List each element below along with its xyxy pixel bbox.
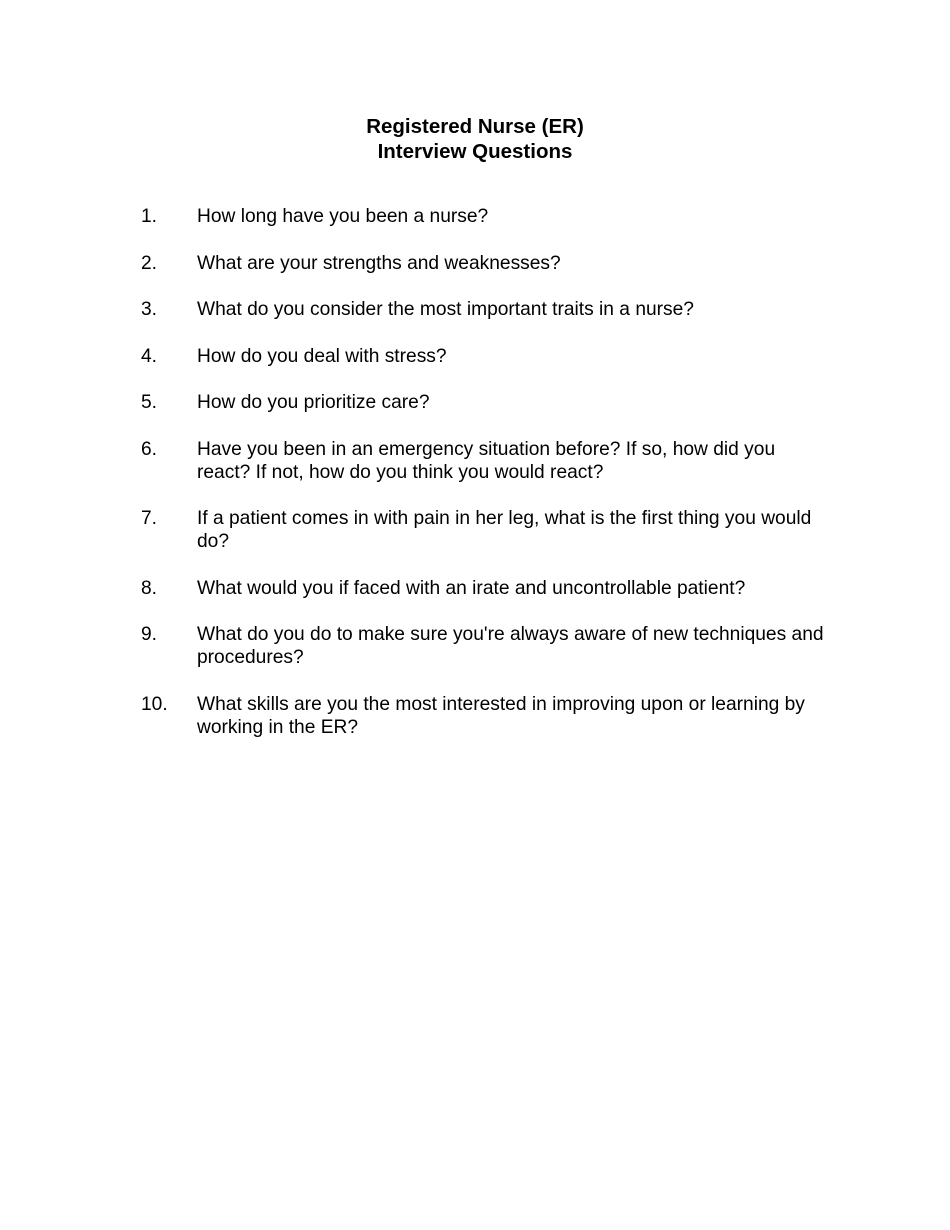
question-number: 1. (141, 206, 158, 227)
question-item (141, 438, 831, 484)
question-number: 3. (141, 299, 158, 320)
question-item (141, 298, 831, 321)
question-number: 2. (141, 252, 158, 274)
question-text: What do you do to make sure you're always aware of new techniques and procedures? (197, 624, 824, 668)
question-text: What skills are you the most interested in improving upon or learning by working in the ER? (197, 693, 805, 738)
question-number: 7. (141, 508, 158, 529)
question-text: What are your strengths and weaknesses? (197, 252, 561, 274)
question-text: What would you if faced with an irate and uncontrollable patient? (197, 577, 746, 599)
question-item (141, 391, 831, 414)
question-number: 8. (141, 577, 158, 599)
question-text: Have you been in an emergency situation before? If so, how did you react? If not, how do you think you would react? (197, 438, 776, 483)
question-text: If a patient comes in with pain in her leg, what is the first thing you would do? (197, 508, 812, 552)
question-item (141, 507, 831, 553)
document-title (0, 114, 950, 164)
question-number: 4. (141, 345, 158, 367)
question-number: 10. (141, 693, 168, 715)
question-item (141, 252, 831, 275)
question-text: How long have you been a nurse? (197, 206, 489, 227)
question-item (141, 623, 831, 669)
question-text: How do you prioritize care? (197, 392, 430, 413)
question-item (141, 693, 831, 739)
question-list (141, 205, 831, 762)
question-text: How do you deal with stress? (197, 345, 447, 367)
question-number: 6. (141, 438, 158, 460)
question-number: 5. (141, 392, 158, 413)
question-item (141, 205, 831, 228)
title-line-2: Interview Questions (377, 140, 573, 163)
title-line-1: Registered Nurse (ER) (366, 115, 584, 138)
question-item (141, 345, 831, 368)
question-item (141, 577, 831, 600)
question-text: What do you consider the most important traits in a nurse? (197, 299, 694, 320)
question-number: 9. (141, 624, 158, 645)
